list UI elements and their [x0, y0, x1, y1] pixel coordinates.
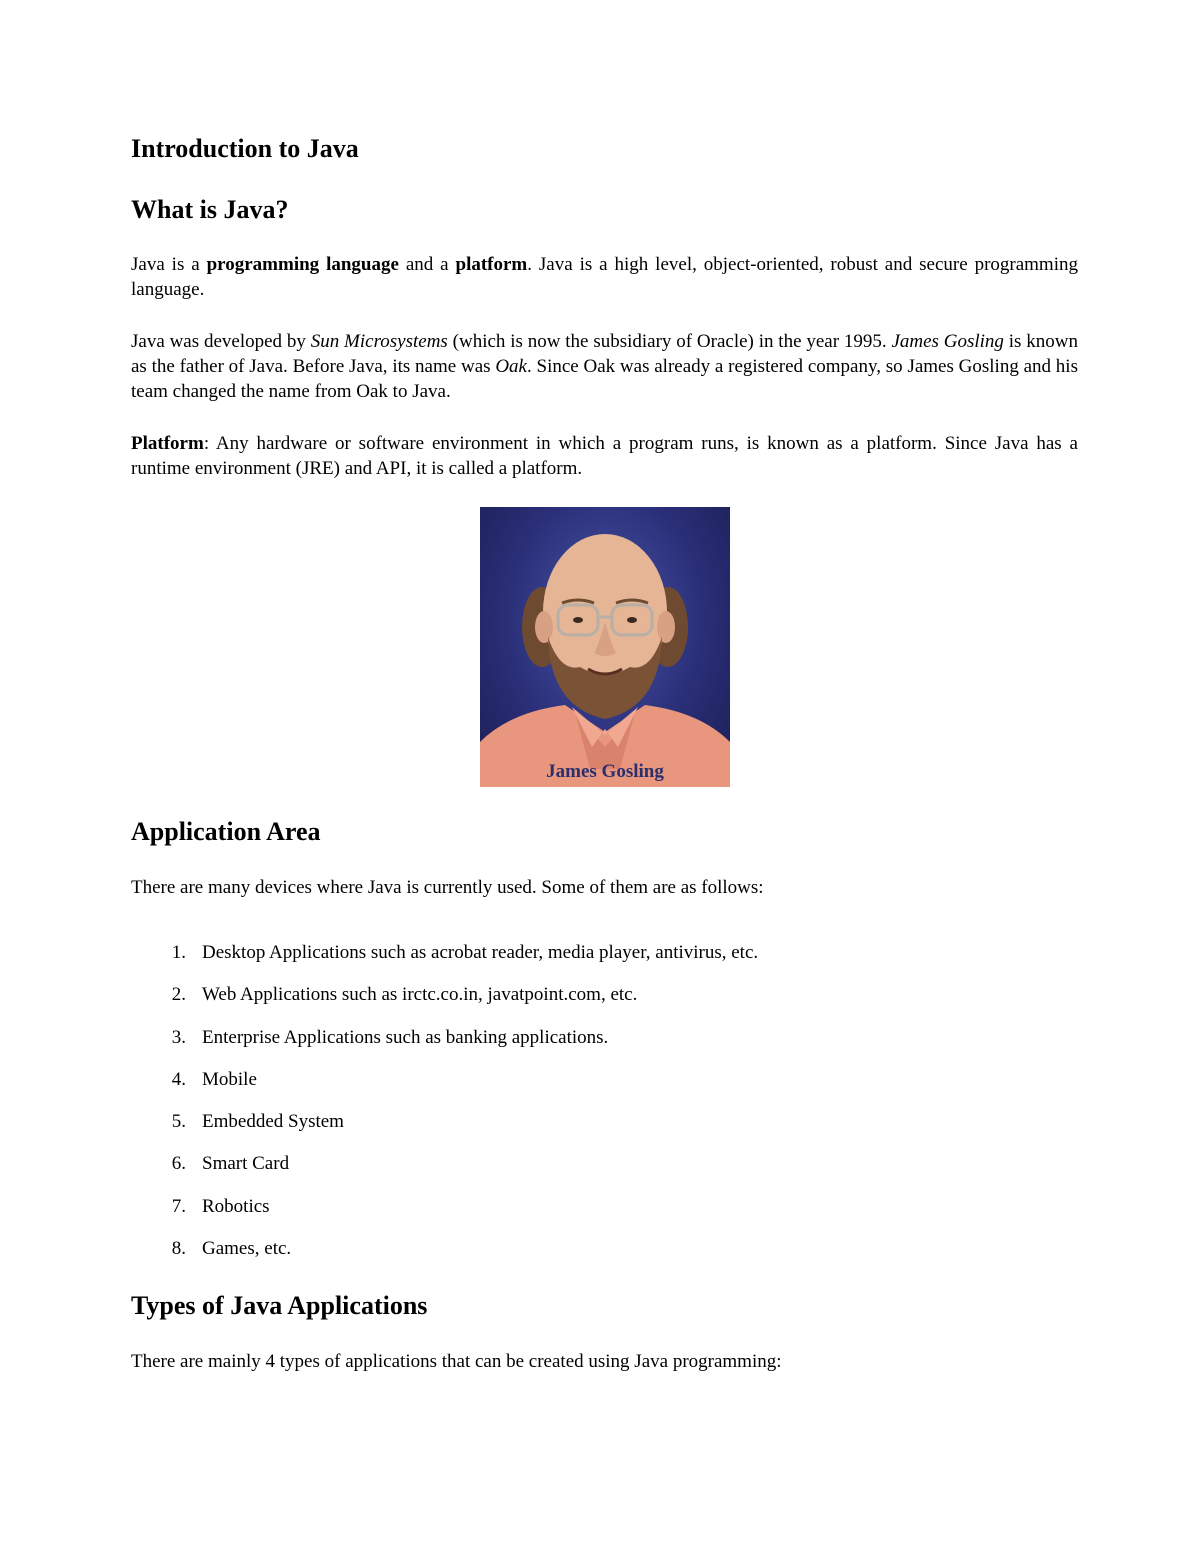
heading-application-area: Application Area [131, 817, 321, 846]
list-item-number: 1. [171, 942, 186, 963]
list-item [131, 1194, 1078, 1236]
list-item-text: Games, etc. [202, 1238, 292, 1260]
list-item [131, 982, 1078, 1024]
bold-platform-label: Platform [131, 433, 204, 454]
heading-what-is-java: What is Java? [131, 195, 289, 224]
list-item-number: 5. [171, 1111, 186, 1133]
list-item-number: 7. [171, 1195, 186, 1217]
paragraph-java-definition [131, 252, 1078, 302]
list-item-text: Embedded System [202, 1111, 344, 1133]
text-run: Java is a [131, 254, 207, 275]
portrait-caption: James Gosling [546, 761, 664, 782]
list-item-text: Robotics [202, 1195, 270, 1217]
paragraph-platform-definition [131, 431, 1078, 481]
italic-sun-microsystems: Sun Microsystems [310, 331, 448, 352]
text-run: Java was developed by [131, 331, 311, 352]
types-intro: There are mainly 4 types of applications that can be created using Java programming: [131, 1351, 782, 1372]
italic-oak: Oak [495, 356, 527, 377]
list-item [131, 1151, 1078, 1193]
text-run: . Since Oak was already a registered company, so James Gosling and his team changed the name from Oak to Java. [131, 356, 1078, 402]
list-item-number: 4. [171, 1068, 186, 1090]
list-item [131, 940, 1078, 982]
list-item-number: 2. [171, 984, 186, 1006]
bold-platform: platform [455, 254, 528, 275]
list-item-number: 6. [171, 1153, 186, 1175]
text-run: (which is now the subsidiary of Oracle) in the year 1995. [447, 331, 892, 352]
list-item [131, 1067, 1078, 1109]
text-run: and a [398, 254, 456, 275]
text-run: : Any hardware or software environment in which a program runs, is known as a platform. Since Java has a runtime environment (JRE) and API, it is called a platform. [131, 433, 1078, 479]
list-item-text: Enterprise Applications such as banking applications. [202, 1026, 609, 1048]
james-gosling-portrait [480, 507, 730, 787]
portrait-illustration [480, 507, 730, 787]
application-area-list [131, 940, 1078, 1278]
document-title: Introduction to Java [131, 134, 359, 163]
list-item-number: 8. [171, 1238, 186, 1260]
paragraph-java-history [131, 329, 1078, 404]
list-item [131, 1236, 1078, 1278]
heading-types-of-java-applications: Types of Java Applications [131, 1291, 428, 1320]
list-item-text: Web Applications such as irctc.co.in, javatpoint.com, etc. [202, 984, 638, 1006]
list-item-number: 3. [171, 1026, 186, 1048]
list-item [131, 1109, 1078, 1151]
text-run: . Java is a high level, object-oriented, robust and secure programming language. [131, 254, 1078, 300]
application-area-intro: There are many devices where Java is currently used. Some of them are as follows: [131, 877, 764, 898]
list-item-text: Mobile [202, 1068, 257, 1090]
list-item-text: Desktop Applications such as acrobat reader, media player, antivirus, etc. [202, 942, 759, 963]
text-run: is known as the father of Java. Before Java, its name was [131, 331, 1078, 377]
bold-programming-language: programming language [206, 254, 399, 275]
list-item-text: Smart Card [202, 1153, 290, 1175]
list-item [131, 1025, 1078, 1067]
italic-james-gosling: James Gosling [891, 331, 1004, 352]
